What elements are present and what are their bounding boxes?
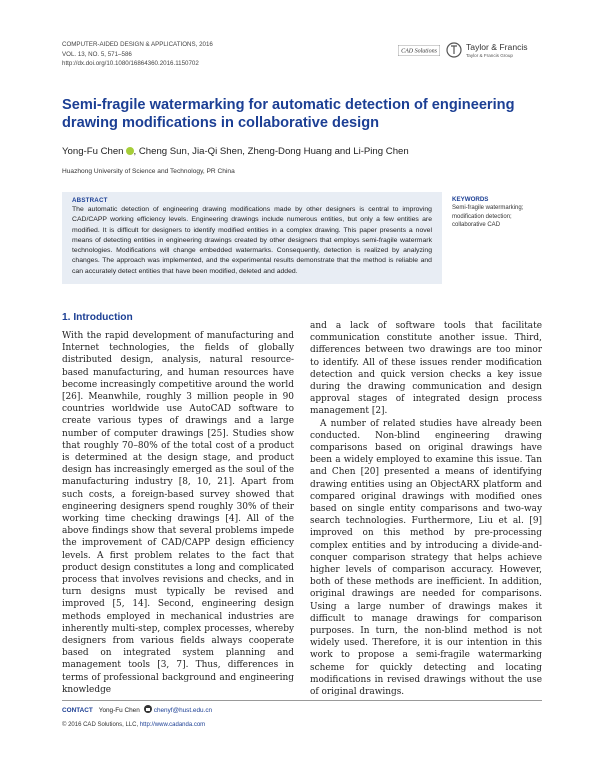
journal-volume: VOL. 13, NO. 5, 571–586 — [62, 50, 132, 58]
taylor-francis-logo — [446, 41, 536, 61]
orcid-icon[interactable] — [126, 147, 134, 155]
paper-title: Semi-fragile watermarking for automatic detection of engineering drawing modifications in collaborative design — [62, 97, 515, 131]
journal-name: COMPUTER-AIDED DESIGN & APPLICATIONS, 2016 — [62, 41, 213, 48]
author-rest: , Cheng Sun, Jia-Qi Shen, Zheng-Dong Huang and Li-Ping Chen — [133, 146, 409, 157]
keyword-item: modification detection; — [452, 213, 512, 220]
journal-meta — [62, 40, 213, 69]
keyword-list — [452, 204, 542, 230]
keyword-item: collaborative CAD — [452, 222, 501, 229]
publisher-site-link[interactable]: http://www.cadanda.com — [139, 722, 206, 728]
contact-label: CONTACT — [62, 707, 93, 714]
author-list — [62, 146, 532, 157]
affiliation: Huazhong University of Science and Technology, PR China — [62, 168, 235, 175]
footer-divider — [62, 700, 542, 701]
section-heading: 1. Introduction — [62, 312, 133, 323]
svg-text:CAD Solutions: CAD Solutions — [401, 48, 437, 55]
abstract-label: ABSTRACT — [72, 197, 108, 204]
body-column-left — [62, 330, 294, 696]
taylor-francis-emblem-icon — [446, 41, 462, 61]
keywords-box — [452, 196, 542, 230]
keywords-label: KEYWORDS — [452, 196, 489, 203]
publisher-name: Taylor & Francis — [466, 42, 528, 52]
publisher-group: Taylor & Francis Group — [466, 53, 513, 58]
contact-email-link[interactable]: chenyf@hust.edu.cn — [153, 707, 213, 714]
keyword-item: Semi-fragile watermarking; — [452, 205, 524, 211]
copyright-text: © 2016 CAD Solutions, LLC, — [62, 722, 140, 728]
body-column-right — [310, 320, 542, 698]
body-paragraph: and a lack of software tools that facilitate communication constitute another issue. Third, differences between two drawings are too minor to identify. All of these issues render modification detection and quick version checks a key issue during the drawing communication and design approval stages of integrated design process management [2]. — [310, 321, 542, 417]
body-paragraph: With the rapid development of manufacturing and Internet technologies, the fields of globally distributed design, analysis, natural resource-based manufacturing, and human resources have become increasingly competitive around the world [26]. Meanwhile, roughly 3 million people in 90 countries worldwide use AutoCAD software to create various types of drawings and a large number of computer drawings [25]. Studies show that roughly 70–80% of the total cost of a product is determined at the design stage, and product design has increasingly emerged as the soul of the manufacturing industry [8, 10, 21]. Apart from such costs, a foreign-based survey showed that engineering designers spend roughly 30% of their working time checking drawings [4]. All of the above findings show that several problems impede the improvement of CAD/CAPP design efficiency levels. A first problem relates to the fact that product design constitutes a long and complicated process that involves revisions and checks, and in turn designs must typically be revised and improved [5, 14]. Second, engineering design methods employed in mechanical industries are inherently multi-step, complex processes, whereby designers from various fields always cooperate based on integrated system planning and management tools [3, 7]. Thus, differences in terms of professional background and engineering knowledge — [62, 331, 294, 695]
copyright-line — [62, 722, 205, 728]
abstract-box — [62, 192, 442, 284]
journal-header — [62, 40, 542, 70]
contact-name: Yong-Fu Chen — [98, 707, 140, 714]
author-first: Yong-Fu Chen — [62, 146, 124, 157]
abstract-text: The automatic detection of engineering drawing modifications made by other designers is central to improving CAD/CAPP working efficiency levels. Engineering drawings include numerous entities, but only a few entities are modified. It is difficult for designers to identify modified entities in a complex drawing. This paper presents a novel means of detecting entities in engineering drawings created by other designers that employs semi-fragile watermark technologies. Modifications will change embedded watermarks. Consequently, detection is realized by analyzing changes. The approach was implemented, and the experimental results demonstrate that the method is reliable and can accurately detect entities that have been modified, deleted and added. — [72, 206, 432, 275]
contact-line — [62, 705, 212, 714]
body-paragraph: A number of related studies have already been conducted. Non-blind engineering drawing comparisons based on original drawings have been a widely employed to examine this issue. Tan and Chen [20] presented a means of identifying drawing entities using an ObjectARX platform and compared original drawings with modified ones based on single entity comparisons and two-way search technologies. Furthermore, Liu et al. [9] improved on this method by pre-processing complex entities and by introducing a divide-and-conquer comparison strategy that helps achieve higher levels of comparison accuracy. However, both of these methods are inefficient. In addition, original drawings are needed for comparisons. Using a large number of drawings makes it difficult to manage drawings for comparison purposes. In turn, the non-blind method is not widely used. Therefore, it is our intention in this work to propose a semi-fragile watermarking scheme for quickly detecting and locating modifications in revised drawings without the use of original drawings. — [310, 418, 542, 698]
email-icon — [144, 705, 152, 713]
cad-solutions-logo — [398, 45, 440, 56]
doi-link[interactable]: http://dx.doi.org/10.1080/16864360.2016.1150702 — [62, 60, 199, 68]
